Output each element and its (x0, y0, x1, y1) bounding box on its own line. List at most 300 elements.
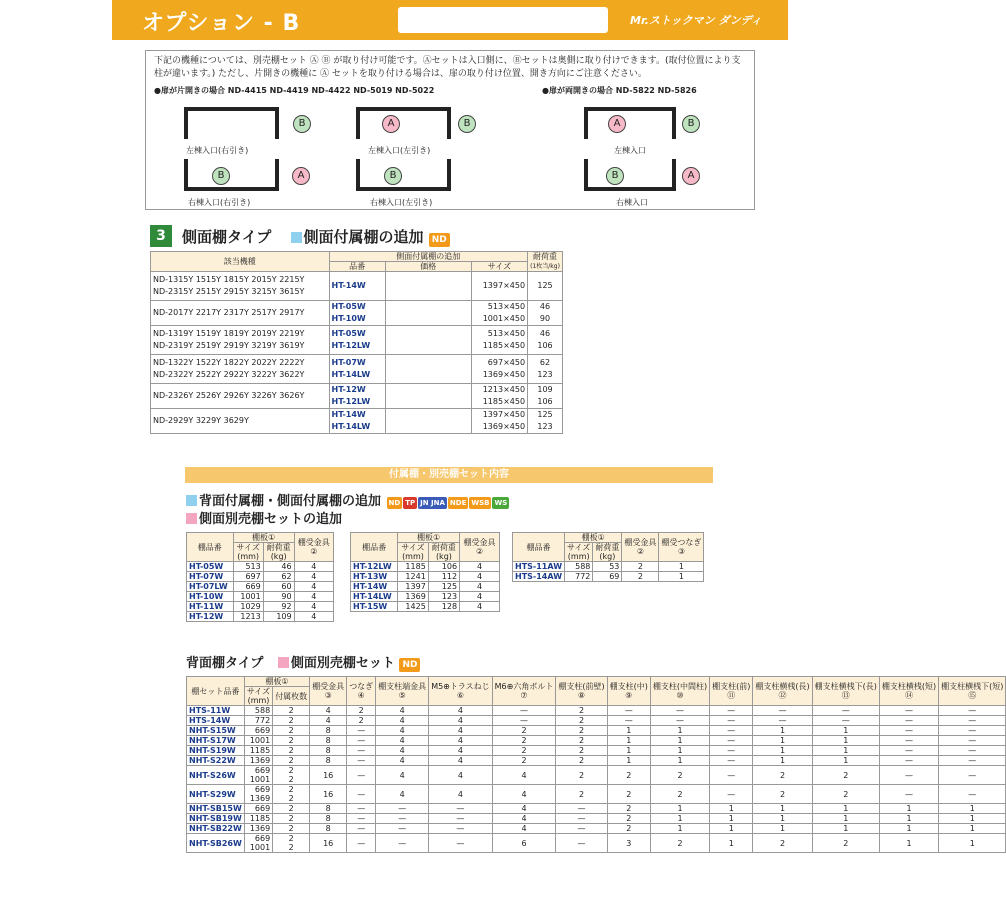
value-cell: 4 (310, 706, 347, 716)
value-cell: 3 (607, 834, 650, 853)
price-cell (385, 301, 471, 326)
value-cell: 1001 (233, 592, 263, 602)
model-cell: ND-1319Y 1519Y 1819Y 2019Y 2219Y ND-2319Y 2519Y 2919Y 3219Y 3619Y (151, 326, 330, 355)
value-cell: 4 (294, 572, 333, 582)
table-row (187, 736, 1006, 746)
value-cell: — (607, 716, 650, 726)
value-cell: — (347, 824, 376, 834)
value-cell: 90 (263, 592, 294, 602)
page-title: オプション - B (142, 11, 301, 36)
header-blank-box (398, 7, 608, 33)
value-cell: 2 (273, 706, 310, 716)
value-cell: 1 (650, 824, 709, 834)
price-cell (385, 409, 471, 434)
value-cell: — (879, 766, 938, 785)
value-cell: 772 (565, 572, 593, 582)
value-cell: 2 (753, 766, 812, 785)
value-cell: 1 (753, 824, 812, 834)
value-cell: 1 (939, 824, 1006, 834)
value-cell: — (879, 716, 938, 726)
install-note (145, 50, 755, 210)
value-cell: 4 (460, 572, 500, 582)
part-cell: HT-15W (351, 602, 398, 612)
value-cell: — (710, 766, 753, 785)
size-cell: 1397×450 (471, 272, 527, 301)
value-cell: 4 (294, 602, 333, 612)
value-cell: 2 (622, 572, 659, 582)
value-cell: 1 (812, 824, 879, 834)
value-cell: 4 (429, 726, 492, 736)
sub2-text: 側面別売棚セットの追加 (199, 512, 343, 527)
value-cell: 1369 (244, 824, 272, 834)
value-cell: 2 (556, 736, 607, 746)
th-size: サイズ (471, 262, 527, 272)
value-cell: 16 (310, 766, 347, 785)
value-cell: 4 (376, 766, 429, 785)
value-cell: 1 (650, 756, 709, 766)
value-cell: 2 (753, 785, 812, 804)
model-badge: JN JNA (420, 499, 445, 507)
table-row (187, 824, 1006, 834)
part-cell: NHT-SB15W (187, 804, 245, 814)
value-cell: 4 (460, 592, 500, 602)
value-cell: 1 (753, 804, 812, 814)
th-load: 耐荷重 (kg) (263, 543, 294, 562)
value-cell: 1 (879, 824, 938, 834)
value-cell: 2 (273, 746, 310, 756)
table-row (187, 592, 334, 602)
value-cell: 8 (310, 804, 347, 814)
value-cell: — (556, 834, 607, 853)
table-row (351, 602, 500, 612)
sub1-heading (186, 490, 509, 509)
model-cell: ND-2017Y 2217Y 2317Y 2517Y 2917Y (151, 301, 330, 326)
value-cell: 128 (428, 602, 459, 612)
th-col: 棚支柱(中間柱) ⑩ (650, 677, 709, 706)
load-cell: 125 (528, 272, 563, 301)
model-badge: WSB (471, 499, 490, 507)
table-row (187, 533, 334, 543)
part-cell: HT-14LW (351, 592, 398, 602)
load-cell: 109 106 (528, 384, 563, 409)
model-badge: TP (405, 499, 416, 507)
part-cell: HT-07W HT-14LW (329, 355, 385, 384)
table-row (151, 326, 563, 355)
value-cell: 4 (492, 824, 556, 834)
value-cell: 697 (233, 572, 263, 582)
value-cell: 4 (429, 746, 492, 756)
value-cell: 1 (812, 746, 879, 756)
size-cell: 1213×450 1185×450 (471, 384, 527, 409)
value-cell: 112 (428, 572, 459, 582)
value-cell: — (710, 746, 753, 756)
value-cell: 2 (492, 726, 556, 736)
value-cell: 1 (650, 804, 709, 814)
part-cell: HTS-11W (187, 706, 245, 716)
model-cell: ND-2326Y 2526Y 2926Y 3226Y 3626Y (151, 384, 330, 409)
value-cell: 4 (429, 736, 492, 746)
value-cell: — (376, 824, 429, 834)
value-cell: 8 (310, 756, 347, 766)
size-cell: 513×450 1185×450 (471, 326, 527, 355)
value-cell: 1 (753, 736, 812, 746)
th-size: サイズ (mm) (244, 687, 272, 706)
th-part: 品番 (329, 262, 385, 272)
value-cell: — (879, 746, 938, 756)
price-cell (385, 272, 471, 301)
value-cell: — (556, 814, 607, 824)
table-row (351, 592, 500, 602)
circle-b: B (458, 115, 476, 133)
caption-4: 右棟入口(右引き) (188, 198, 251, 207)
value-cell: 2 (273, 716, 310, 726)
value-cell: 46 (263, 562, 294, 572)
price-cell (385, 355, 471, 384)
value-cell: 16 (310, 834, 347, 853)
section-number: 3 (150, 225, 172, 247)
parts-table-1 (186, 532, 334, 622)
th-model: 該当機種 (151, 252, 330, 272)
value-cell: 2 (556, 746, 607, 756)
th-shelf: 棚板① (244, 677, 309, 687)
value-cell: 2 (650, 766, 709, 785)
value-cell: 2 (812, 834, 879, 853)
part-cell: NHT-SB19W (187, 814, 245, 824)
th-bracket: 棚受金具 ② (622, 533, 659, 562)
th-size: サイズ (mm) (398, 543, 429, 562)
value-cell: — (812, 706, 879, 716)
part-cell: NHT-SB26W (187, 834, 245, 853)
th-bracket: 棚受金具 ② (460, 533, 500, 562)
diagram-right-left (356, 159, 451, 191)
value-cell: 1 (710, 824, 753, 834)
caption-3: 左棟入口 (614, 146, 646, 155)
th-col: 棚支柱端金具 ⑤ (376, 677, 429, 706)
value-cell: 8 (310, 726, 347, 736)
value-cell: 4 (376, 716, 429, 726)
value-cell: — (879, 736, 938, 746)
value-cell: — (347, 766, 376, 785)
value-cell: 669 1001 (244, 834, 272, 853)
value-cell: — (710, 716, 753, 726)
value-cell: — (939, 736, 1006, 746)
value-cell: 1 (812, 726, 879, 736)
value-cell: — (650, 706, 709, 716)
value-cell: 16 (310, 785, 347, 804)
value-cell: — (347, 746, 376, 756)
value-cell: — (607, 706, 650, 716)
value-cell: — (429, 804, 492, 814)
table-row (351, 562, 500, 572)
value-cell: — (753, 716, 812, 726)
double-door-label: ●扉が両開きの場合 ND-5822 ND-5826 (542, 86, 697, 95)
circle-b: B (212, 167, 230, 185)
part-cell: HT-12W (187, 612, 234, 622)
th-col: M6⊕六角ボルト ⑦ (492, 677, 556, 706)
value-cell: 1 (879, 814, 938, 824)
back-subtitle: 側面別売棚セット (290, 656, 395, 671)
badge-nd: ND (429, 233, 450, 247)
single-door-label: ●扉が片開きの場合 ND-4415 ND-4419 ND-4422 ND-5019 ND-5022 (154, 86, 435, 95)
value-cell: 4 (492, 766, 556, 785)
value-cell: 4 (376, 746, 429, 756)
value-cell: 2 (607, 804, 650, 814)
table-row (151, 384, 563, 409)
load-cell: 46 106 (528, 326, 563, 355)
value-cell: 2 (556, 726, 607, 736)
value-cell: 772 (244, 716, 272, 726)
value-cell: 2 2 (273, 834, 310, 853)
value-cell: 92 (263, 602, 294, 612)
value-cell: 4 (294, 582, 333, 592)
side-shelf-rows (151, 272, 563, 434)
value-cell: 2 (556, 756, 607, 766)
value-cell: 1 (753, 746, 812, 756)
table-row (187, 785, 1006, 804)
value-cell: 4 (376, 785, 429, 804)
value-cell: 125 (428, 582, 459, 592)
value-cell: 109 (263, 612, 294, 622)
value-cell: — (429, 834, 492, 853)
value-cell: 4 (460, 582, 500, 592)
th-size: サイズ (mm) (233, 543, 263, 562)
table-row (187, 834, 1006, 853)
value-cell: — (939, 716, 1006, 726)
value-cell: 1 (659, 562, 704, 572)
value-cell: 2 2 (273, 766, 310, 785)
th-part: 棚品番 (351, 533, 398, 562)
circle-a: A (292, 167, 310, 185)
value-cell: 2 (607, 766, 650, 785)
value-cell: 2 (556, 766, 607, 785)
th-col: 棚支柱横桟(短) ⑭ (879, 677, 938, 706)
value-cell: 4 (376, 726, 429, 736)
circle-a: A (608, 115, 626, 133)
value-cell: 669 (244, 804, 272, 814)
section-title-text: 側面棚タイプ (182, 228, 272, 246)
load-cell: 62 123 (528, 355, 563, 384)
load-cell: 125 123 (528, 409, 563, 434)
value-cell: 2 2 (273, 785, 310, 804)
value-cell: 2 (273, 804, 310, 814)
value-cell: 4 (429, 706, 492, 716)
part-cell: HT-14W (351, 582, 398, 592)
value-cell: 60 (263, 582, 294, 592)
value-cell: — (812, 716, 879, 726)
value-cell: — (939, 785, 1006, 804)
value-cell: 62 (263, 572, 294, 582)
value-cell: 2 (273, 726, 310, 736)
table-row (513, 572, 704, 582)
table-row (351, 572, 500, 582)
value-cell: 106 (428, 562, 459, 572)
value-cell: 1 (650, 736, 709, 746)
table-row (187, 726, 1006, 736)
table-row (187, 612, 334, 622)
page-header (112, 0, 788, 40)
value-cell: — (376, 814, 429, 824)
part-cell: HT-10W (187, 592, 234, 602)
value-cell: — (556, 824, 607, 834)
part-cell: NHT-S15W (187, 726, 245, 736)
table-row (187, 756, 1006, 766)
part-cell: NHT-S22W (187, 756, 245, 766)
value-cell: 8 (310, 736, 347, 746)
model-badge: NDE (449, 499, 467, 507)
value-cell: 4 (492, 785, 556, 804)
value-cell: 2 (556, 706, 607, 716)
value-cell: 1 (812, 804, 879, 814)
value-cell: 513 (233, 562, 263, 572)
th-count: 付属枚数 (273, 687, 310, 706)
price-cell (385, 326, 471, 355)
table-row (187, 562, 334, 572)
part-cell: HT-05W HT-10W (329, 301, 385, 326)
value-cell: 1 (812, 756, 879, 766)
value-cell: 2 (556, 716, 607, 726)
value-cell: 2 (556, 785, 607, 804)
th-shelf: 棚板① (233, 533, 294, 543)
value-cell: 1 (753, 726, 812, 736)
th-bracket: 棚受金具 ② (294, 533, 333, 562)
part-cell: NHT-SB22W (187, 824, 245, 834)
value-cell: 1397 (398, 582, 429, 592)
value-cell: 8 (310, 824, 347, 834)
th-size: サイズ (mm) (565, 543, 593, 562)
value-cell: 69 (593, 572, 622, 582)
value-cell: 2 (273, 814, 310, 824)
value-cell: — (376, 804, 429, 814)
th-shelf: 棚板① (398, 533, 460, 543)
value-cell: 1 (939, 814, 1006, 824)
value-cell: 1 (939, 834, 1006, 853)
table-row (513, 562, 704, 572)
value-cell: — (650, 716, 709, 726)
value-cell: 8 (310, 746, 347, 756)
contents-band: 付属棚・別売棚セット内容 (185, 467, 713, 483)
section-subtitle: 側面付属棚の追加 (303, 228, 424, 246)
caption-1: 左棟入口(右引き) (186, 146, 249, 155)
th-part: 棚品番 (187, 533, 234, 562)
parts-table-2 (350, 532, 500, 612)
size-cell: 697×450 1369×450 (471, 355, 527, 384)
load-cell: 46 90 (528, 301, 563, 326)
value-cell: 1 (650, 814, 709, 824)
part-cell: HT-05W HT-12LW (329, 326, 385, 355)
value-cell: 2 (492, 746, 556, 756)
diagram-left-right (184, 107, 279, 139)
value-cell: 53 (593, 562, 622, 572)
value-cell: 1 (607, 736, 650, 746)
part-cell: NHT-S26W (187, 766, 245, 785)
table-row (187, 602, 334, 612)
value-cell: 2 (273, 756, 310, 766)
table-row (187, 804, 1006, 814)
table-row (187, 716, 1006, 726)
part-cell: HT-07LW (187, 582, 234, 592)
value-cell: 1369 (244, 756, 272, 766)
diagram-double-left (584, 107, 676, 139)
table-row (351, 582, 500, 592)
value-cell: 1 (650, 726, 709, 736)
value-cell: 1 (812, 736, 879, 746)
value-cell: — (376, 834, 429, 853)
table-row (187, 706, 1006, 716)
value-cell: 2 (492, 756, 556, 766)
value-cell: 1425 (398, 602, 429, 612)
circle-b: B (293, 115, 311, 133)
value-cell: 2 (273, 824, 310, 834)
size-cell: 513×450 1001×450 (471, 301, 527, 326)
value-cell: 4 (294, 562, 333, 572)
part-cell: HT-14W HT-14LW (329, 409, 385, 434)
value-cell: 1 (607, 756, 650, 766)
value-cell: 1 (710, 804, 753, 814)
circle-a: A (382, 115, 400, 133)
back-shelf-table (186, 676, 1006, 853)
value-cell: 4 (376, 736, 429, 746)
sub1-text: 背面付属棚・側面付属棚の追加 (199, 494, 382, 509)
value-cell: — (710, 706, 753, 716)
value-cell: — (347, 756, 376, 766)
value-cell: 669 (244, 726, 272, 736)
diagram-double-right (584, 159, 676, 191)
value-cell: — (347, 834, 376, 853)
value-cell: 4 (492, 804, 556, 814)
circle-b: B (384, 167, 402, 185)
value-cell: 2 (812, 785, 879, 804)
circle-a: A (682, 167, 700, 185)
table-row (187, 677, 1006, 687)
value-cell: 4 (429, 756, 492, 766)
model-badges (386, 494, 510, 509)
price-cell (385, 384, 471, 409)
value-cell: — (492, 706, 556, 716)
value-cell: 4 (460, 602, 500, 612)
value-cell: 4 (460, 562, 500, 572)
th-price: 価格 (385, 262, 471, 272)
value-cell: 4 (376, 706, 429, 716)
value-cell: 588 (565, 562, 593, 572)
part-cell: HT-14W (329, 272, 385, 301)
value-cell: 2 (347, 706, 376, 716)
th-col: 棚支柱横桟下(短) ⑮ (939, 677, 1006, 706)
part-cell: HTS-11AW (513, 562, 565, 572)
parts-table-3 (512, 532, 704, 582)
th-col: 棚受金具 ③ (310, 677, 347, 706)
value-cell: 2 (347, 716, 376, 726)
table-row (151, 409, 563, 434)
th-group: 側面付属棚の追加 (329, 252, 528, 262)
back-heading (186, 652, 420, 672)
value-cell: 1 (710, 814, 753, 824)
model-badge: WS (494, 499, 508, 507)
th-col: つなぎ ④ (347, 677, 376, 706)
table-row (151, 355, 563, 384)
value-cell: — (429, 824, 492, 834)
value-cell: 123 (428, 592, 459, 602)
th-col: 棚支柱(前) ⑪ (710, 677, 753, 706)
table-row (187, 766, 1006, 785)
badge-nd: ND (399, 658, 420, 672)
part-cell: HT-11W (187, 602, 234, 612)
value-cell: 669 1001 (244, 766, 272, 785)
value-cell: 2 (273, 736, 310, 746)
value-cell: — (939, 766, 1006, 785)
model-cell: ND-2929Y 3229Y 3629Y (151, 409, 330, 434)
value-cell: 8 (310, 814, 347, 824)
value-cell: 2 (753, 834, 812, 853)
